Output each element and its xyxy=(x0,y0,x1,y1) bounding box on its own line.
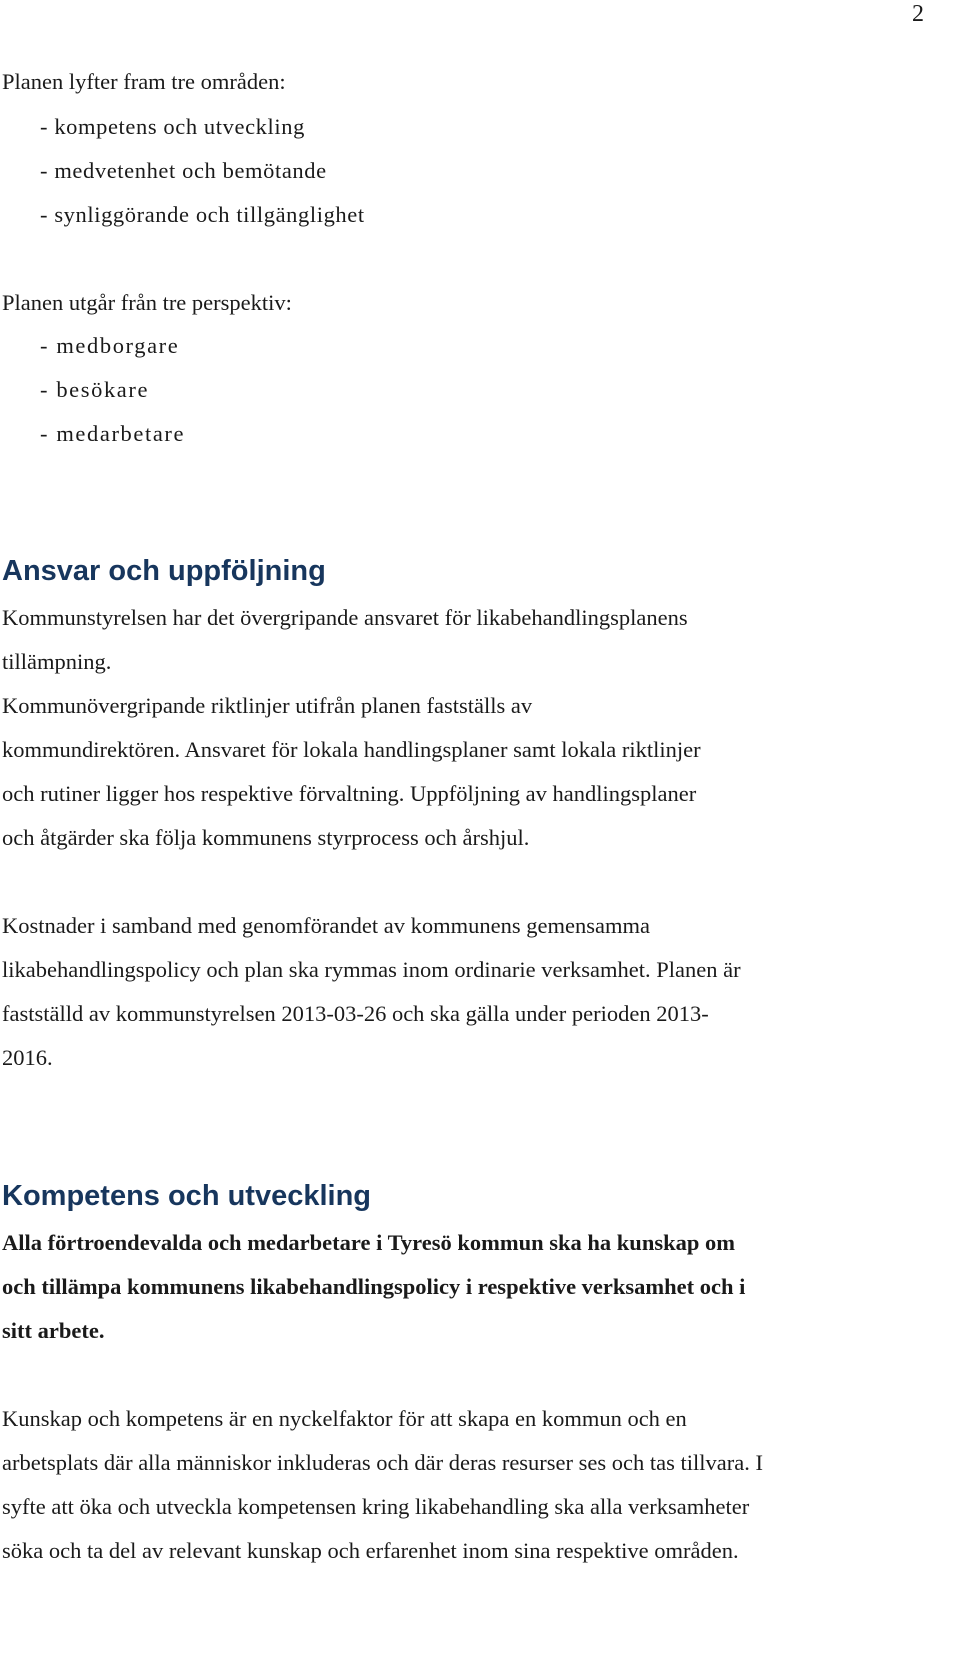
list-item: - besökare xyxy=(40,377,150,402)
competence-paragraph xyxy=(2,1397,763,1573)
text-line: 2016. xyxy=(2,1045,53,1070)
text-line: Alla förtroendevalda och medarbetare i Tyresö kommun ska ha kunskap om xyxy=(2,1230,735,1255)
text-line: Kommunstyrelsen har det övergripande ansvaret för likabehandlingsplanens xyxy=(2,605,688,630)
text-line: tillämpning. xyxy=(2,649,112,674)
areas-intro: Planen lyfter fram tre områden: xyxy=(2,69,286,94)
page-number: 2 xyxy=(912,1,924,27)
section-heading-responsibility: Ansvar och uppföljning xyxy=(2,555,326,587)
text-line: och rutiner ligger hos respektive förvaltning. Uppföljning av handlingsplaner xyxy=(2,781,697,806)
list-item: - medvetenhet och bemötande xyxy=(40,158,327,183)
list-item: - kompetens och utveckling xyxy=(40,114,305,139)
section-heading-competence: Kompetens och utveckling xyxy=(2,1180,372,1212)
text-line: Kunskap och kompetens är en nyckelfaktor för att skapa en kommun och en xyxy=(2,1406,687,1431)
responsibility-paragraph-2 xyxy=(2,904,741,1080)
responsibility-paragraph-1 xyxy=(2,596,701,860)
competence-goal xyxy=(2,1221,745,1353)
text-line: sitt arbete. xyxy=(2,1318,105,1343)
areas-list xyxy=(40,105,365,237)
text-line: och tillämpa kommunens likabehandlingspolicy i respektive verksamhet och i xyxy=(2,1274,746,1299)
text-line: arbetsplats där alla människor inkluderas och där deras resurser ses och tas tillvara. I xyxy=(2,1450,763,1475)
list-item: - medborgare xyxy=(40,333,180,358)
perspectives-intro: Planen utgår från tre perspektiv: xyxy=(2,290,292,315)
list-item: - synliggörande och tillgänglighet xyxy=(40,202,365,227)
list-item: - medarbetare xyxy=(40,421,186,446)
text-line: Kommunövergripande riktlinjer utifrån planen fastställs av xyxy=(2,693,533,718)
text-line: fastställd av kommunstyrelsen 2013-03-26 och ska gälla under perioden 2013- xyxy=(2,1001,709,1026)
text-line: kommundirektören. Ansvaret för lokala handlingsplaner samt lokala riktlinjer xyxy=(2,737,701,762)
perspectives-list xyxy=(40,324,185,456)
text-line: söka och ta del av relevant kunskap och erfarenhet inom sina respektive områden. xyxy=(2,1538,739,1563)
text-line: likabehandlingspolicy och plan ska rymmas inom ordinarie verksamhet. Planen är xyxy=(2,957,741,982)
text-line: Kostnader i samband med genomförandet av kommunens gemensamma xyxy=(2,913,650,938)
text-line: och åtgärder ska följa kommunens styrprocess och årshjul. xyxy=(2,825,530,850)
text-line: syfte att öka och utveckla kompetensen kring likabehandling ska alla verksamheter xyxy=(2,1494,750,1519)
